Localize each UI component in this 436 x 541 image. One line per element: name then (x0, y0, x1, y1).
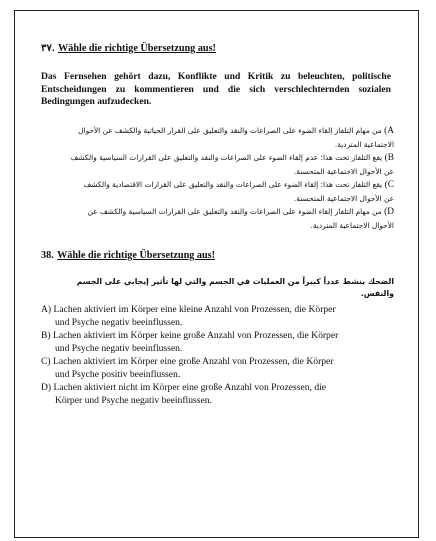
q38-title: Wähle die richtige Übersetzung aus! (57, 250, 216, 261)
q38-option-a[interactable]: A) Lachen aktiviert im Körper eine kleine Anzahl von Prozessen, die Körper und Psyche negativ beeinflussen. (41, 304, 336, 328)
q38-option-b[interactable]: B) Lachen aktiviert im Körper keine große Anzahl von Prozessen, die Körper und Psyche negativ beeinflussen. (41, 330, 339, 354)
q37-option-b[interactable]: B) يقع التلفاز تحت هذا: عدم إلقاء الضوء على الصراعات والنقد والتعليق على القرارات السياسية والكشف عن الأحوال الاجتماعية المتحسنة. (70, 153, 394, 176)
q37-option-d[interactable]: D) من مهام التلفاز إلقاء الضوء على الصراعات والنقد والتعليق على القرارات السياسية والكشف عن الأحوال الاجتماعية المتردية. (87, 207, 394, 230)
q37-number: ٣٧. (41, 43, 55, 54)
q37-option-a[interactable]: A) من مهام التلفاز إلقاء الضوء على الصراعات والنقد والتعليق على القرار الحياتية والكشف عن الأحوال الاجتماعية المتردية. (78, 126, 394, 149)
q37-heading (41, 43, 216, 55)
q37-option-c[interactable]: C) يقع التلفاز تحت هذا: إلقاء الضوء على الصراعات والنقد والتعليق على القرارات الاقتصادية والكشف عن الأحوال الاجتماعية المتحسنة. (83, 180, 394, 203)
q37-prompt: Das Fernsehen gehört dazu, Konflikte und Kritik zu beleuchten, politische Entscheidungen zu kommentieren und die sich verschlechternden sozialen Bedingungen aufzudecken. (41, 71, 391, 107)
q38-number: 38. (41, 250, 54, 261)
q37-options (38, 124, 394, 232)
q38-prompt: الضحك ينشط عدداً كبيراً من العمليات في الجسم والتي لها تأثير إيجابي على الجسم والنفس. (76, 277, 394, 298)
q38-heading (41, 250, 215, 262)
q37-title: Wähle die richtige Übersetzung aus! (58, 43, 216, 54)
q38-option-d[interactable]: D) Lachen aktiviert nicht im Körper eine große Anzahl von Prozessen, die Körper und Psyche negativ beeinflussen. (41, 382, 327, 406)
q38-options (41, 303, 396, 407)
q38-option-c[interactable]: C) Lachen aktiviert im Körper eine große Anzahl von Prozessen, die Körper und Psyche positiv beeinflussen. (41, 356, 334, 380)
